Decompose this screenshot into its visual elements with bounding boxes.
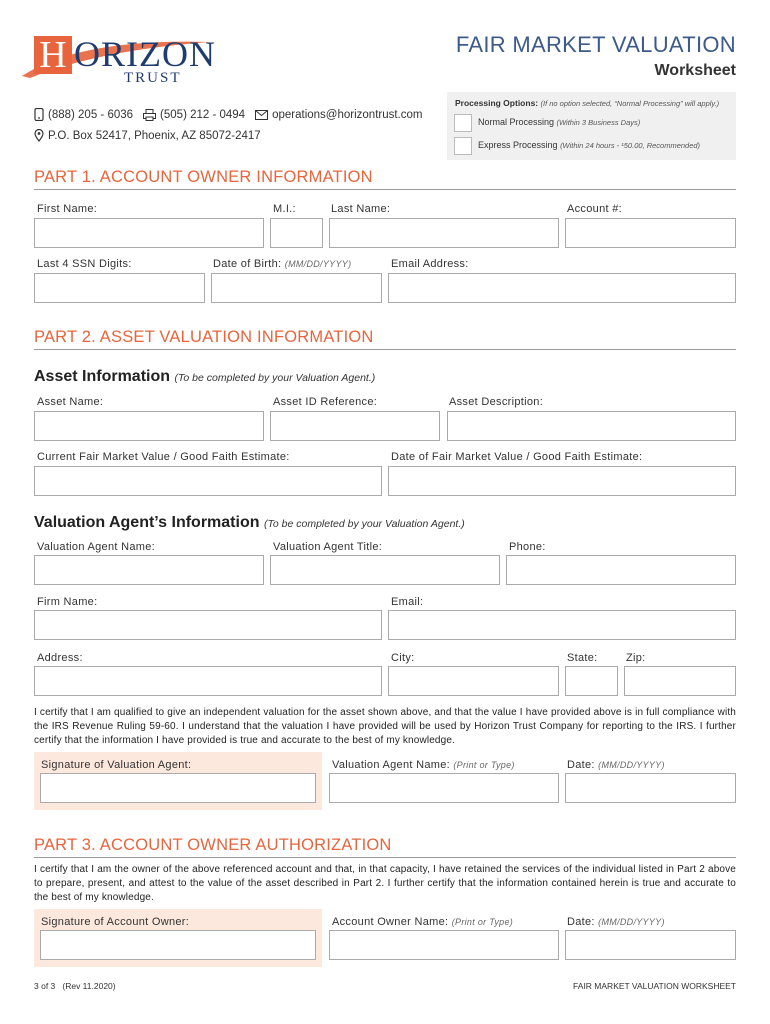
first-name-label: First Name: [37,203,98,215]
divider [34,857,736,858]
asset-id-label: Asset ID Reference: [273,396,378,408]
mi-label: M.I.: [273,203,296,215]
agent-name-field[interactable] [34,555,264,585]
email-icon [255,110,268,120]
email-address-label: Email Address: [391,258,469,270]
current-value-field[interactable] [34,466,382,496]
city-label: City: [391,652,415,664]
owner-print-name-field[interactable] [329,930,559,960]
phone-number[interactable]: (888) 205 - 6036 [48,108,134,121]
mi-field[interactable] [270,218,323,248]
email-address-field[interactable] [388,273,736,303]
agent-info-heading: Valuation Agent’s Information (To be completed by your Valuation Agent.) [34,514,465,531]
fax-number[interactable]: (505) 212 - 0494 [160,108,246,121]
owner-signature-label: Signature of Account Owner: [41,916,190,928]
agent-email-label: Email: [391,596,424,608]
owner-signature-field[interactable] [40,930,316,960]
account-number-field[interactable] [565,218,736,248]
ssn-field[interactable] [34,273,205,303]
ssn-label: Last 4 SSN Digits: [37,258,132,270]
express-processing-label: Express Processing (Within 24 hours - ¹50.00, Recommended) [478,140,701,150]
express-processing-checkbox[interactable] [454,137,472,155]
state-field[interactable] [565,666,618,696]
state-label: State: [567,652,598,664]
asset-name-field[interactable] [34,411,264,441]
part3-title: PART 3. ACCOUNT OWNER AUTHORIZATION [34,836,392,854]
firm-name-label: Firm Name: [37,596,98,608]
owner-date-field[interactable] [565,930,736,960]
first-name-field[interactable] [34,218,264,248]
last-name-label: Last Name: [331,203,391,215]
address-field[interactable] [34,666,382,696]
logo-subtext: TRUST [124,70,182,86]
address-label: Address: [37,652,83,664]
owner-certification-text: I certify that I am the owner of the above referenced account and that, in that capacity, I have retained the services of the individual listed in Part 2 above to prepare, present, and attest to the value of the asset described in Part 2. I further certify that the information contained herein is true and accurate to the best of my knowledge. [34,864,736,903]
owner-print-name-label: Account Owner Name: (Print or Type) [332,916,514,928]
zip-field[interactable] [624,666,736,696]
zip-label: Zip: [626,652,646,664]
logo-text: ORIZON [74,34,216,74]
part1-title: PART 1. ACCOUNT OWNER INFORMATION [34,168,373,186]
phone-icon [34,108,44,121]
normal-processing-label: Normal Processing (Within 3 Business Days) [478,117,641,127]
agent-print-name-label: Valuation Agent Name: (Print or Type) [332,759,515,771]
document-subtitle: Worksheet [654,62,736,79]
location-pin-icon [34,129,44,142]
asset-info-heading: Asset Information (To be completed by your Valuation Agent.) [34,368,376,385]
agent-signature-field[interactable] [40,773,316,803]
last-name-field[interactable] [329,218,559,248]
processing-options-note: (If no option selected, “Normal Processing” will apply.) [540,99,720,108]
phone-label: Phone: [509,541,546,553]
value-date-field[interactable] [388,466,736,496]
owner-date-label: Date: (MM/DD/YYYY) [567,916,665,928]
dob-field[interactable] [211,273,382,303]
part2-title: PART 2. ASSET VALUATION INFORMATION [34,328,374,346]
divider [34,189,736,190]
asset-id-field[interactable] [270,411,440,441]
asset-description-field[interactable] [447,411,736,441]
city-field[interactable] [388,666,559,696]
agent-title-label: Valuation Agent Title: [273,541,383,553]
phone-field[interactable] [506,555,736,585]
asset-description-label: Asset Description: [449,396,544,408]
firm-name-field[interactable] [34,610,382,640]
agent-email-field[interactable] [388,610,736,640]
account-number-label: Account #: [567,203,622,215]
document-title: FAIR MARKET VALUATION [455,32,736,57]
value-date-label: Date of Fair Market Value / Good Faith Estimate: [391,451,643,463]
page-number: 3 of 3 (Rev 11.2020) [34,981,116,991]
normal-processing-checkbox[interactable] [454,114,472,132]
agent-signature-label: Signature of Valuation Agent: [41,759,192,771]
divider [34,349,736,350]
agent-print-name-field[interactable] [329,773,559,803]
logo-letter: H [34,36,72,74]
agent-date-label: Date: (MM/DD/YYYY) [567,759,665,771]
email-address[interactable]: operations@horizontrust.com [272,108,423,121]
footer-document-name: FAIR MARKET VALUATION WORKSHEET [573,981,736,991]
contact-line-1 [34,108,422,121]
agent-name-label: Valuation Agent Name: [37,541,156,553]
dob-label: Date of Birth: (MM/DD/YYYY) [213,258,352,270]
agent-date-field[interactable] [565,773,736,803]
processing-options-title: Processing Options: (If no option selected, “Normal Processing” will apply.) [455,98,720,108]
contact-line-2 [34,129,261,142]
fax-icon [143,109,156,121]
current-value-label: Current Fair Market Value / Good Faith Estimate: [37,451,290,463]
mailing-address: P.O. Box 52417, Phoenix, AZ 85072-2417 [48,129,261,142]
asset-name-label: Asset Name: [37,396,104,408]
agent-title-field[interactable] [270,555,500,585]
agent-certification-text: I certify that I am qualified to give an independent valuation for the asset shown above, and that the value I have provided above is in full compliance with the IRS Revenue Ruling 59-60. I understand that the valuation I have provided will be used by Horizon Trust Company for reporting to the IRS. I further certify that the information I have provided is true and accurate to the best of my knowledge. [34,707,736,746]
